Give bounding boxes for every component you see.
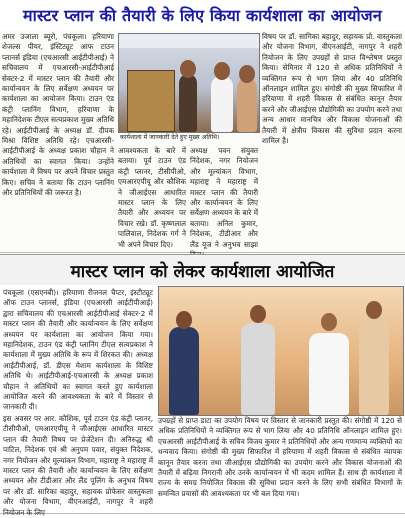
clipping-2-headline: मास्टर प्लान को लेकर कार्यशाला आयोजित [70,261,335,282]
clipping-1-photo-caption: कार्यशाला में जानकारी देते हुए मुख्य अतिथि। [120,134,220,141]
clipping-2-photo [158,286,404,416]
news-clipping-1 [0,0,405,253]
news-clipping-2 [0,254,405,517]
clipping-1-headline: मास्टर प्लान की तैयारी के लिए किया कार्यशाला का आयोजन [23,6,382,25]
clipping-2-column-left: पंचकूला (एसएनबी)। हरियाणा रीजनल चैप्टर, इंस्टीट्यूट ऑफ टाउन प्लानर्स, इंडिया (एचआरसी आईटीपीआई) द्वारा सचिवालय की एचआरसी आईटीपीआई सेक्टर-2 में मास्टर प्लान की तैयारी और कार्यान्वयन के लिए सर्वेक्षण अध्ययन पर कार्यशाला का आयोजन किया गया। महानिदेशक, टाउन एंड कंट्री प्लानिंग टीएल सत्यप्रकाश ने कार्यशाला में मुख्य अतिथि के रूप में शिरकत की। अध्यक्ष आईटीपीआई, डॉ. डीएस मेशाम कार्यशाला के विशिष्ट अतिथि थे। आईटीपीआई-एचआरसी के अध्यक्ष प्रकाश चौहान ने अतिथियों का स्वागत करते हुए कार्यशाला आयोजित करने की आवश्यकता के बारे में विस्तार से जानकारी दी। [3,288,153,412]
clipping-1-column-mid-1: आवश्यकता के बारे में बताया। पूर्व टाउन एंड कंट्री प्लानर, टीसीपीओ, एमआरएपीयू और कौशिक ने जीआईएस आधारित मास्टर प्लान के लिए तैयारी और अध्ययन पर विचार रखे। डॉ. कृष्णलाल पालिवाल, निदेशक गर्ग ने भी अपने विचार दिए। [118,146,186,249]
clipping-1-photo [118,33,260,133]
clipping-1-column-left: अमर उजाला ब्यूरो, पंचकूला। हरियाणा शेजल्स पीयर, इंस्टिट्यूट आफ टाउन प्लानर्स इंडिया (एचआरसी आईटीपीआई) ने सचिवालय में एचआरसी-आईटीपीआई सेक्टर-2 में मास्टर प्लान की तैयारी और कार्यान्वयन के लिए सर्वेक्षण अध्ययन पर कार्यशाला का आयोजन किया। टाउन एंड कंट्री प्लानिंग विभाग, हरियाणा के महानिदेशक टीएल सत्यप्रकाश मुख्य अतिथि रहे। आईटीपीआई के अध्यक्ष डॉ. दीपक मिश्रा विशिष्ट अतिथि रहे। एचआरसी-आईटीपीआई के अध्यक्ष प्रकाश चौहान ने अतिथियों का स्वागत किया। उन्होंने कार्यशाला में विषय पर अपने विचार प्रस्तुत किए। सचिव ने बताया कि टाउन प्लानिंग और प्रतिनिधियों की जरूरत है। [2,32,114,198]
clipping-2-column-left-2: इस अवसर पर आर. कौशिक, पूर्व टाउन एंड कंट्री प्लानर, टीसीपीओ, एमआरएपीयू ने जीआईएस आधारित मास्टर प्लान की तैयारी विषय पर प्रेजेंटेशन दी। अनिरुद्ध श्री पाटिल, निदेशक एवं श्री अनुपम पवार, संयुक्त निदेशक, नगर नियोजन और मूल्यांकन विभाग, महाराष्ट्र ने महाराष्ट्र में मास्टर प्लान की तैयारी और कार्यान्वयन के लिए सर्वेक्षण अध्ययन और टीडीआर और लैंड पूलिंग के अनुभव विषय पर और डॉ. सारिका बहादुर, सहायक प्रोफेसर वास्तुकला और योजना विभाग, वीएनआईटी, नागपुर ने शहरी नियोजन के लिए [3,414,153,517]
clipping-2-headline-bar [0,254,405,285]
clipping-1-column-mid-2: अध्यक्ष पवन संयुक्त निदेशक, नगर नियोजन और मूल्यांकन विभाग, महाराष्ट्र ने महाराष्ट्र में मास्टर प्लान की तैयारी और कार्यान्वयन के लिए सर्वेक्षण अध्ययन के बारे में बताया। अनिल कुमार, निदेशक, टीडीआर और लैंड यूज ने अनुभव साझा [190,146,258,249]
clipping-1-headline-bar [0,0,405,30]
podium-shape [127,70,175,132]
clipping-2-column-right: उपग्रहों से प्राप्त डाटा का उपयोग विषय पर विस्तार से जानकारी प्रस्तुत की। संगोष्ठी में 120 से अधिक प्रतिनिधियों ने व्यक्तिगत रूप से भाग लिया और 40 प्रतिनिधि ऑनलाइन शामिल हुए। एचआरसी आईटीपीआई के सचिव विजय कुमार ने प्रतिनिधियों और अन्य गणमान्य व्यक्तियों का धन्यवाद किया। संगोष्ठी की मुख्य सिफारिश में हरियाणा में शहरी विकास से संबंधित व्यापक कानून तैयार करना तथा जीआईएस प्रौद्योगिकी का उपयोग करने और विकास योजनाओं की तैयारी में बढ़िया निगरानी और उनके कार्यान्वयन में भी कदम शामिल हैं। साथ ही कार्यशाला में राज्य के समग्र नियोजित विकास की सुविधा प्रदान करने के लिए सभी संबंधित विभागों के समन्वित प्रयासों की आवश्यकता पर भी बल दिया गया। [158,416,402,498]
clipping-1-column-right: विषय पर डॉ. सागिका बहादुर, सहायक प्रो. वास्तुकला और योजना विभाग, वीएनआईटी, नागपुर ने शहरी नियोजन के लिए उपग्रहों से प्राप्त विश्लेषण प्रस्तुत किया। सेमिनार में 120 से अधिक प्रतिनिधियों ने व्यक्तिगत रूप से भाग लिया और 40 प्रतिनिधि ऑनलाइन शामिल हुए। संगोष्ठी की मुख्य सिफारिश में हरियाणा में शहरी विकास से संबंधित कानून तैयार करने और जीआईएस प्रौद्योगिकी का उपयोग करने तथा अन्य आधार मानचित्र और विकास योजनाओं की तैयारी में क्षेत्रीय विकास की सुविधा प्रदान करना शामिल है। [262,32,402,146]
